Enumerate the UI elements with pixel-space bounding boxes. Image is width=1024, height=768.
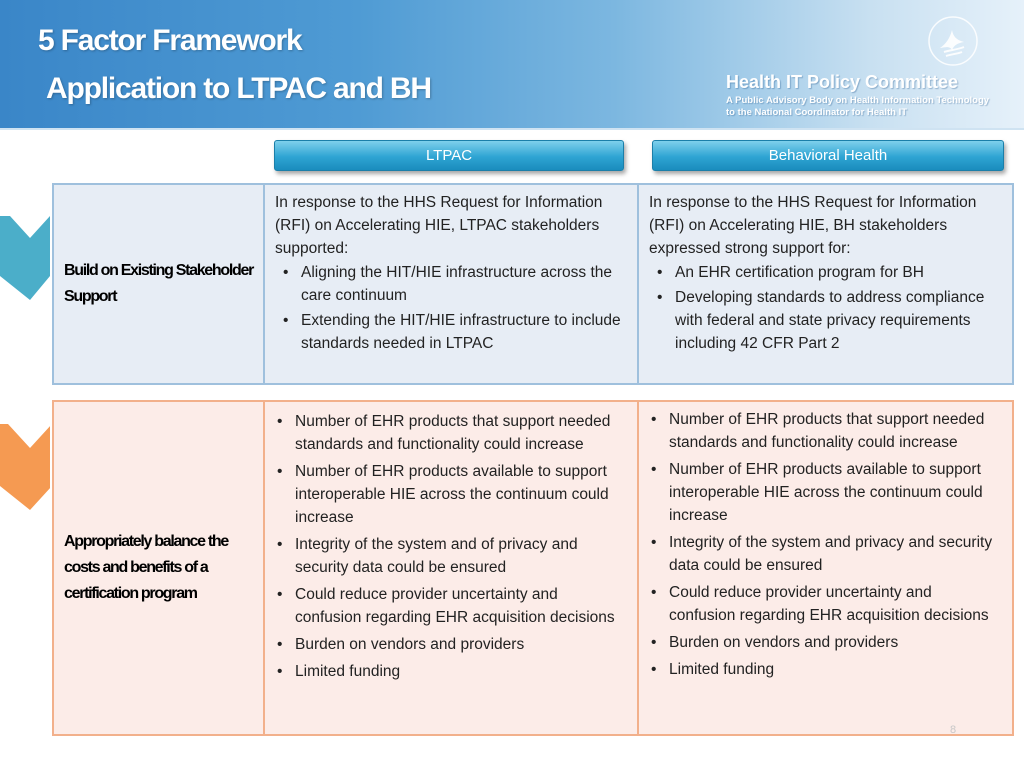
list-item: • Could reduce provider uncertainty and confusion regarding EHR acquisition decisions: [649, 581, 1002, 627]
list-item: • Number of EHR products available to support interoperable HIE across the continuum could increase: [649, 458, 1002, 528]
framework-row-costs-benefits: [52, 400, 1014, 736]
ltpac-cell: [265, 402, 639, 734]
row2-chevron-icon: [0, 392, 50, 510]
org-subtitle-line2: to the National Coordinator for Health IT: [726, 107, 908, 118]
list-item: • Integrity of the system and privacy and security data could be ensured: [649, 531, 1002, 577]
list-item: • Aligning the HIT/HIE infrastructure across the care continuum: [275, 261, 625, 307]
org-subtitle: [726, 95, 989, 119]
bullet-list: [649, 408, 1002, 681]
org-subtitle-line1: A Public Advisory Body on Health Information Technology: [726, 95, 990, 106]
list-item: • Burden on vendors and providers: [275, 633, 625, 656]
list-item: • Limited funding: [275, 660, 625, 683]
slide-title-line1: 5 Factor Framework: [38, 24, 302, 57]
cell-intro: In response to the HHS Request for Information (RFI) on Accelerating HIE, LTPAC stakeholders supported:: [275, 194, 603, 258]
list-item: • Extending the HIT/HIE infrastructure to include standards needed in LTPAC: [275, 309, 625, 355]
row-label: Appropriately balance the costs and benefits of a certification program: [64, 533, 228, 602]
list-item: • Number of EHR products that support needed standards and functionality could increase: [649, 408, 1002, 454]
bullet-list: [649, 261, 1002, 356]
page-number: 8: [950, 724, 957, 736]
bullet-list: [275, 410, 625, 683]
bh-cell: [639, 185, 1012, 383]
list-item: • An EHR certification program for BH: [649, 261, 1002, 284]
row1-chevron-icon: [0, 182, 50, 300]
list-item: • Integrity of the system and of privacy and security data could be ensured: [275, 533, 625, 579]
list-item: • Could reduce provider uncertainty and confusion regarding EHR acquisition decisions: [275, 583, 625, 629]
row-label-cell: [54, 185, 265, 383]
bh-cell: [639, 402, 1012, 734]
list-item: • Number of EHR products available to support interoperable HIE across the continuum could increase: [275, 460, 625, 530]
org-name: Health IT Policy Committee: [726, 72, 959, 92]
list-item: • Burden on vendors and providers: [649, 631, 1002, 654]
cell-intro: In response to the HHS Request for Information (RFI) on Accelerating HIE, BH stakeholders expressed strong support for:: [649, 194, 977, 258]
column-header-behavioral-health: Behavioral Health: [652, 140, 1004, 171]
bullet-list: [275, 261, 625, 356]
framework-row-stakeholder-support: [52, 183, 1014, 385]
slide-title-line2: Application to LTPAC and BH: [46, 72, 431, 105]
list-item: • Limited funding: [649, 658, 1002, 681]
row-label: Build on Existing Stakeholder Support: [64, 262, 253, 305]
column-header-ltpac: LTPAC: [274, 140, 624, 171]
ltpac-cell: [265, 185, 639, 383]
list-item: • Developing standards to address compliance with federal and state privacy requirements including 42 CFR Part 2: [649, 286, 1002, 356]
row-label-cell: [54, 402, 265, 734]
hhs-eagle-logo-icon: [926, 14, 980, 68]
list-item: • Number of EHR products that support needed standards and functionality could increase: [275, 410, 625, 456]
